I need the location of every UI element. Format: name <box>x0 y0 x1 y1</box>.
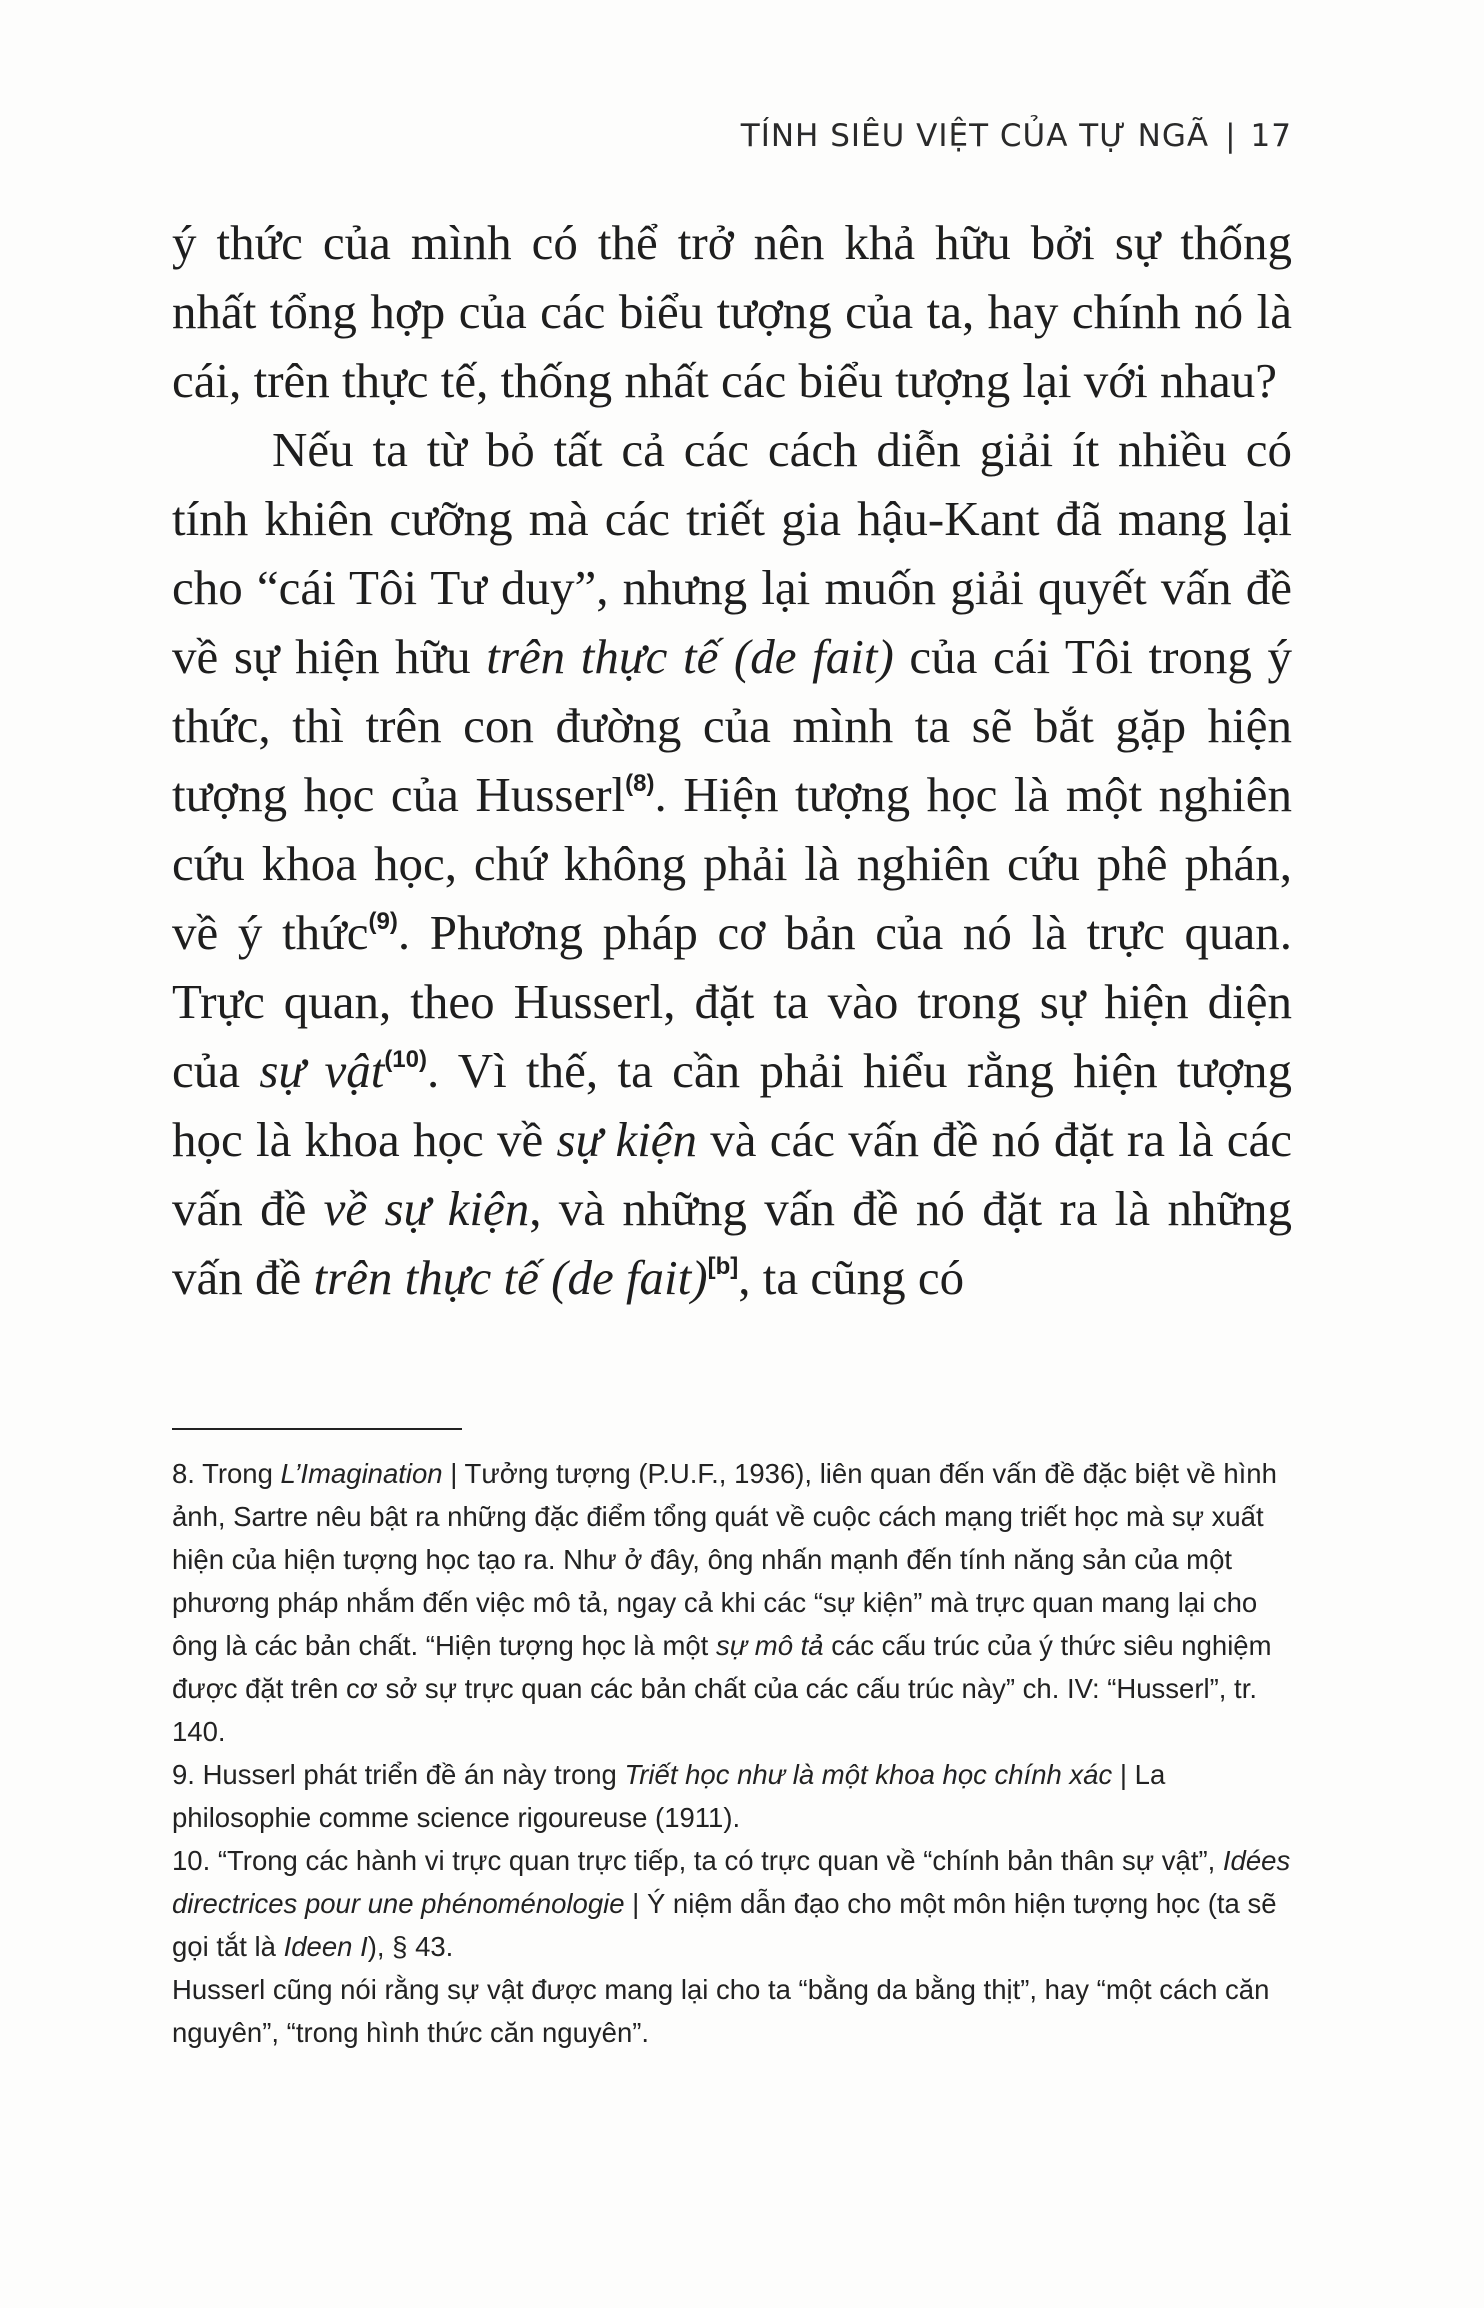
text-run: , và những vấn đề nó đặt ra là những vấn đề <box>172 1181 1293 1305</box>
text-run: Nếu ta từ bỏ tất cả các cách diễn giải ít nhiều có tính khiên cưỡng mà các triết gia hậu-Kant đã mang lại cho “cái Tôi Tư duy”, nhưng lại muốn giải quyết vấn đề về sự hiện hữu <box>172 422 1292 684</box>
footnote-10-continued: Husserl cũng nói rằng sự vật được mang lại cho ta “bằng da bằng thịt”, hay “một cách căn nguyên”, “trong hình thức căn nguyên”. <box>172 1974 1270 2048</box>
text-run: , ta cũng có <box>738 1250 965 1305</box>
italic-text: sự vật <box>259 1043 385 1098</box>
footnote-9 <box>172 1753 1296 1839</box>
running-title: TÍNH SIÊU VIỆT CỦA TỰ NGÃ <box>740 118 1210 154</box>
footnote-ref-8[interactable]: (8) <box>625 770 655 797</box>
italic-text: sự mô tả <box>715 1630 824 1661</box>
text-run: 10. “Trong các hành vi trực quan trực tiếp, ta có trực quan về “chính bản thân sự vật”, <box>172 1845 1223 1876</box>
text-run: . Phương pháp cơ bản của nó là trực quan. Trực quan, theo Husserl, đặt ta vào trong sự hiện diện của <box>172 905 1292 1098</box>
italic-text: L’Imagination <box>280 1458 443 1489</box>
italic-text: trên thực tế (de fait) <box>313 1250 708 1305</box>
text-run: của cái Tôi trong ý thức, thì trên con đường của mình ta sẽ bắt gặp hiện tượng học của Husserl <box>172 629 1293 822</box>
italic-text: Idées directrices pour une phénoménologie <box>172 1845 1291 1919</box>
text-run: . Hiện tượng học là một nghiên cứu khoa học, chứ không phải là nghiên cứu phê phán, về ý thức <box>172 767 1292 960</box>
text-run: ), § 43. <box>367 1931 454 1962</box>
paragraph-continued: ý thức của mình có thể trở nên khả hữu bởi sự thống nhất tổng hợp của các biểu tượng của ta, hay chính nó là cái, trên thực tế, thống nhất các biểu tượng lại với nhau? <box>172 215 1292 408</box>
italic-text: sự kiện <box>556 1112 698 1167</box>
footnote-8 <box>172 1452 1296 1753</box>
text-run: . Vì thế, ta cần phải hiểu rằng hiện tượng học là khoa học về <box>172 1043 1292 1167</box>
text-run: | La philosophie comme science rigoureuse (1911). <box>172 1759 1166 1833</box>
italic-text: trên thực tế (de fait) <box>486 629 894 684</box>
italic-text: Triết học như là một khoa học chính xác <box>624 1759 1113 1790</box>
running-header <box>741 118 1292 154</box>
header-separator: | <box>1225 118 1237 154</box>
paragraph <box>172 415 1292 1312</box>
text-run: 8. Trong <box>172 1458 281 1489</box>
footnote-10 <box>172 1839 1296 1968</box>
text-run: 9. Husserl phát triển đề án này trong <box>172 1759 625 1790</box>
footnote-ref-10[interactable]: (10) <box>384 1046 427 1073</box>
page-number: 17 <box>1250 118 1292 154</box>
text-run: các cấu trúc của ý thức siêu nghiệm được đặt trên cơ sở sự trực quan các bản chất của các cấu trúc này” ch. IV: “Husserl”, tr. 140. <box>172 1630 1272 1747</box>
main-text <box>172 208 1292 1312</box>
footnotes <box>172 1452 1296 2054</box>
endnote-ref-b[interactable]: [b] <box>707 1253 739 1280</box>
footnote-ref-9[interactable]: (9) <box>368 908 398 935</box>
italic-text: Ideen I <box>283 1931 368 1962</box>
text-run: | Tưởng tượng (P.U.F., 1936), liên quan đến vấn đề đặc biệt về hình ảnh, Sartre nêu bật ra những đặc điểm tổng quát về cuộc cách mạng triết học mà sự xuất hiện của hiện tượng học tạo ra. Như ở đây, ông nhấn mạnh đến tính năng sản của một phương pháp nhắm đến việc mô tả, ngay cả khi các “sự kiện” mà trực quan mang lại cho ông là các bản chất. “Hiện tượng học là một <box>172 1458 1277 1661</box>
italic-text: về sự kiện <box>323 1181 530 1236</box>
text-run: | Ý niệm dẫn đạo cho một môn hiện tượng học (ta sẽ gọi tắt là <box>172 1888 1277 1962</box>
footnote-divider <box>172 1428 462 1430</box>
text-run: và các vấn đề nó đặt ra là các vấn đề <box>172 1112 1293 1236</box>
